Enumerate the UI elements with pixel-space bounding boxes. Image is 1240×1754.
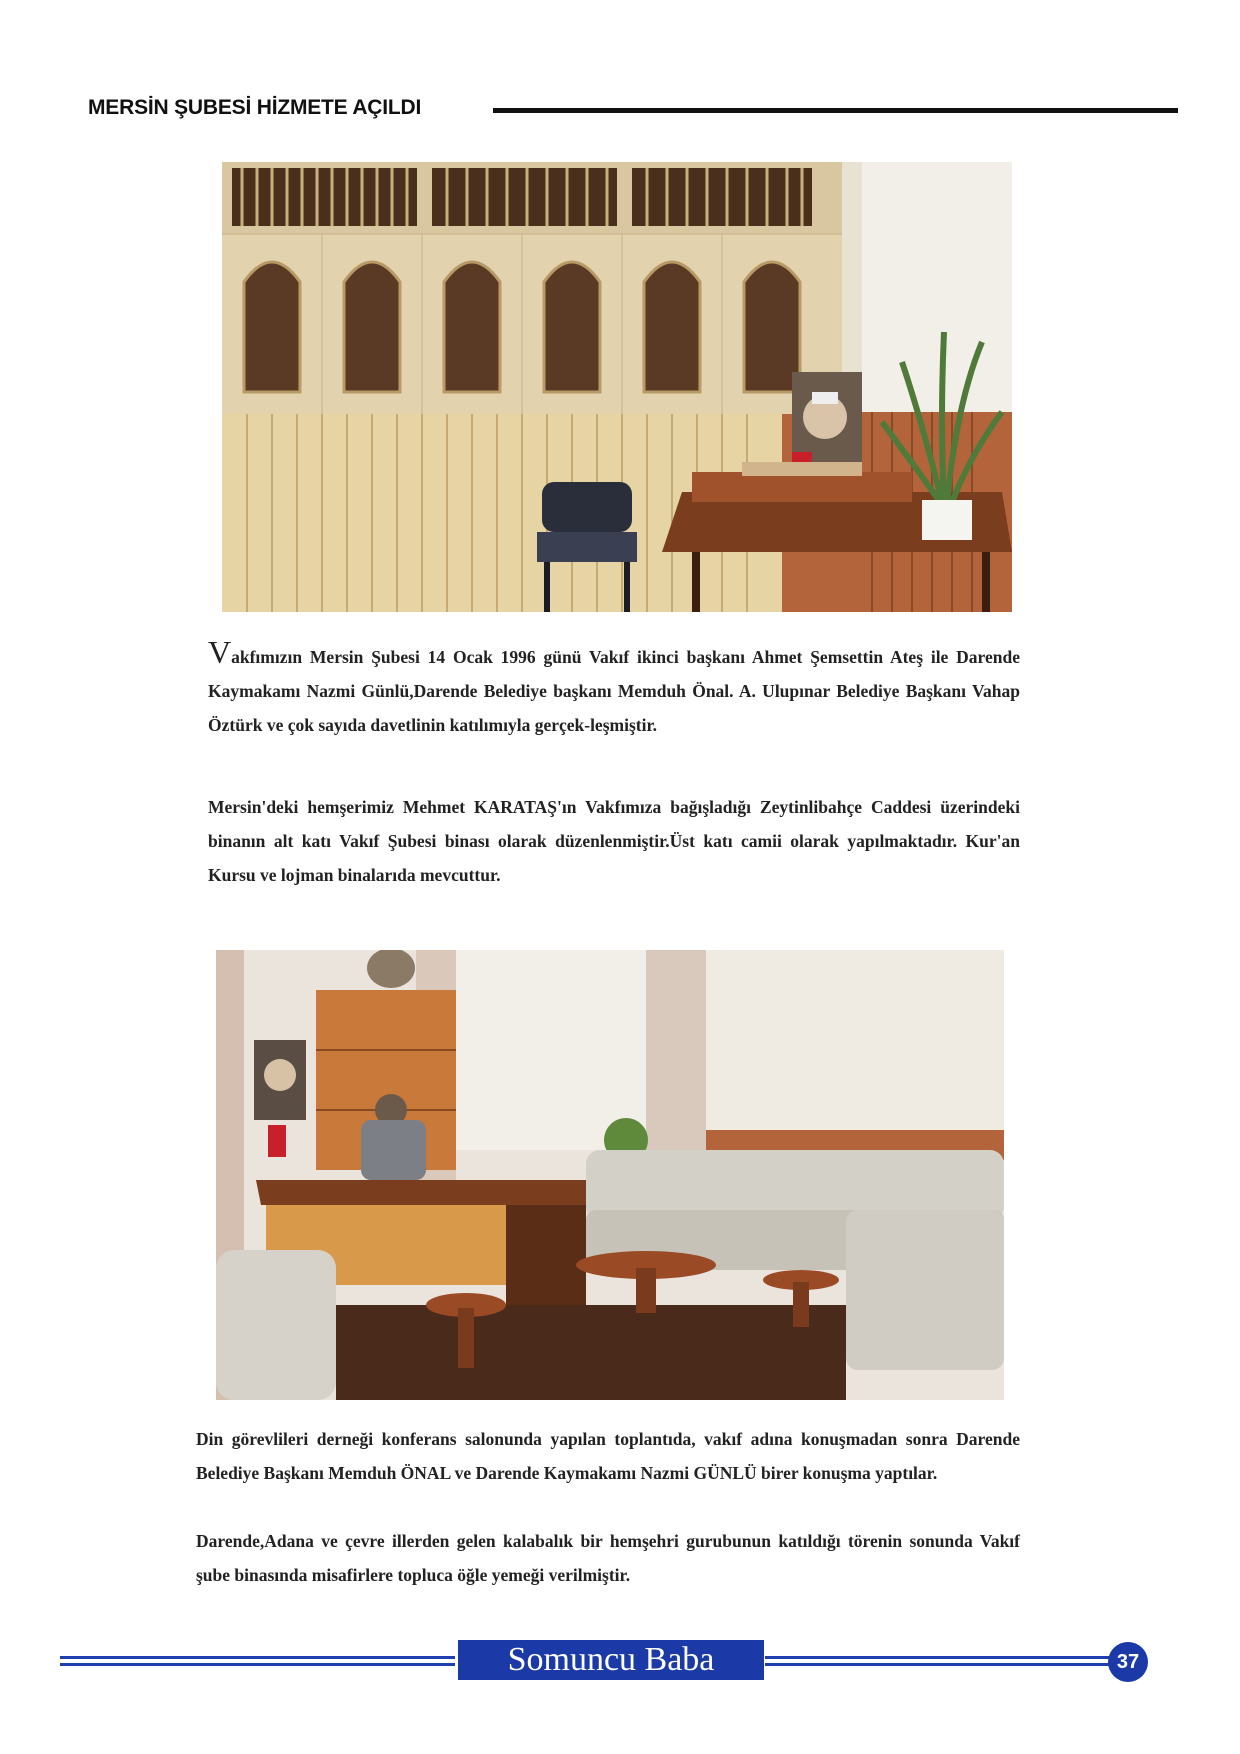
paragraph-conference: Din görevlileri derneği konferans salonunda yapılan toplantıda, vakıf adına konuşmadan sonra Darende Belediye Başkanı Memduh ÖNAL ve Darende Kaymakamı Nazmi GÜNLÜ birer konuşma yaptılar. [196, 1429, 1020, 1483]
page-header [88, 96, 1178, 126]
footer-lines-right [765, 1656, 1110, 1670]
page-number: 37 [1108, 1642, 1148, 1682]
paragraph-building: Mersin'deki hemşerimiz Mehmet KARATAŞ'ın Vakfımıza bağışladığı Zeytinlibahçe Caddesi üzerindeki binanın alt katı Vakıf Şubesi binası olarak düzenlenmiştir.Üst katı camii olarak yapılmaktadır. Kur'an Kursu ve lojman binalarıda mevcuttur. [208, 797, 1020, 885]
paragraph-opening [208, 634, 1020, 742]
page-title: MERSİN ŞUBESİ HİZMETE AÇILDI [88, 96, 422, 119]
header-rule [493, 108, 1178, 113]
paragraph-opening-text: akfımızın Mersin Şubesi 14 Ocak 1996 günü Vakıf ikinci başkanı Ahmet Şemsettin Ateş ile Darende Kaymakamı Nazmi Günlü,Darende Belediye başkanı Memduh Önal. A. Ulupınar Belediye Başkanı Vahap Öztürk ve çok sayıda davetlinin katılımıyla gerçek-leşmiştir. [208, 647, 1020, 735]
paragraph-ceremony: Darende,Adana ve çevre illerden gelen kalabalık bir hemşehri gurubunun katıldığı törenin sonunda Vakıf şube binasında misafirlere topluca öğle yemeği verilmiştir. [196, 1531, 1020, 1585]
page-footer [60, 1640, 1180, 1684]
footer-lines-left [60, 1656, 455, 1670]
office-bookcase-photo [222, 162, 1012, 612]
drop-cap: V [208, 634, 232, 670]
office-meeting-room-photo [216, 950, 1004, 1400]
footer-brand: Somuncu Baba [458, 1640, 764, 1680]
